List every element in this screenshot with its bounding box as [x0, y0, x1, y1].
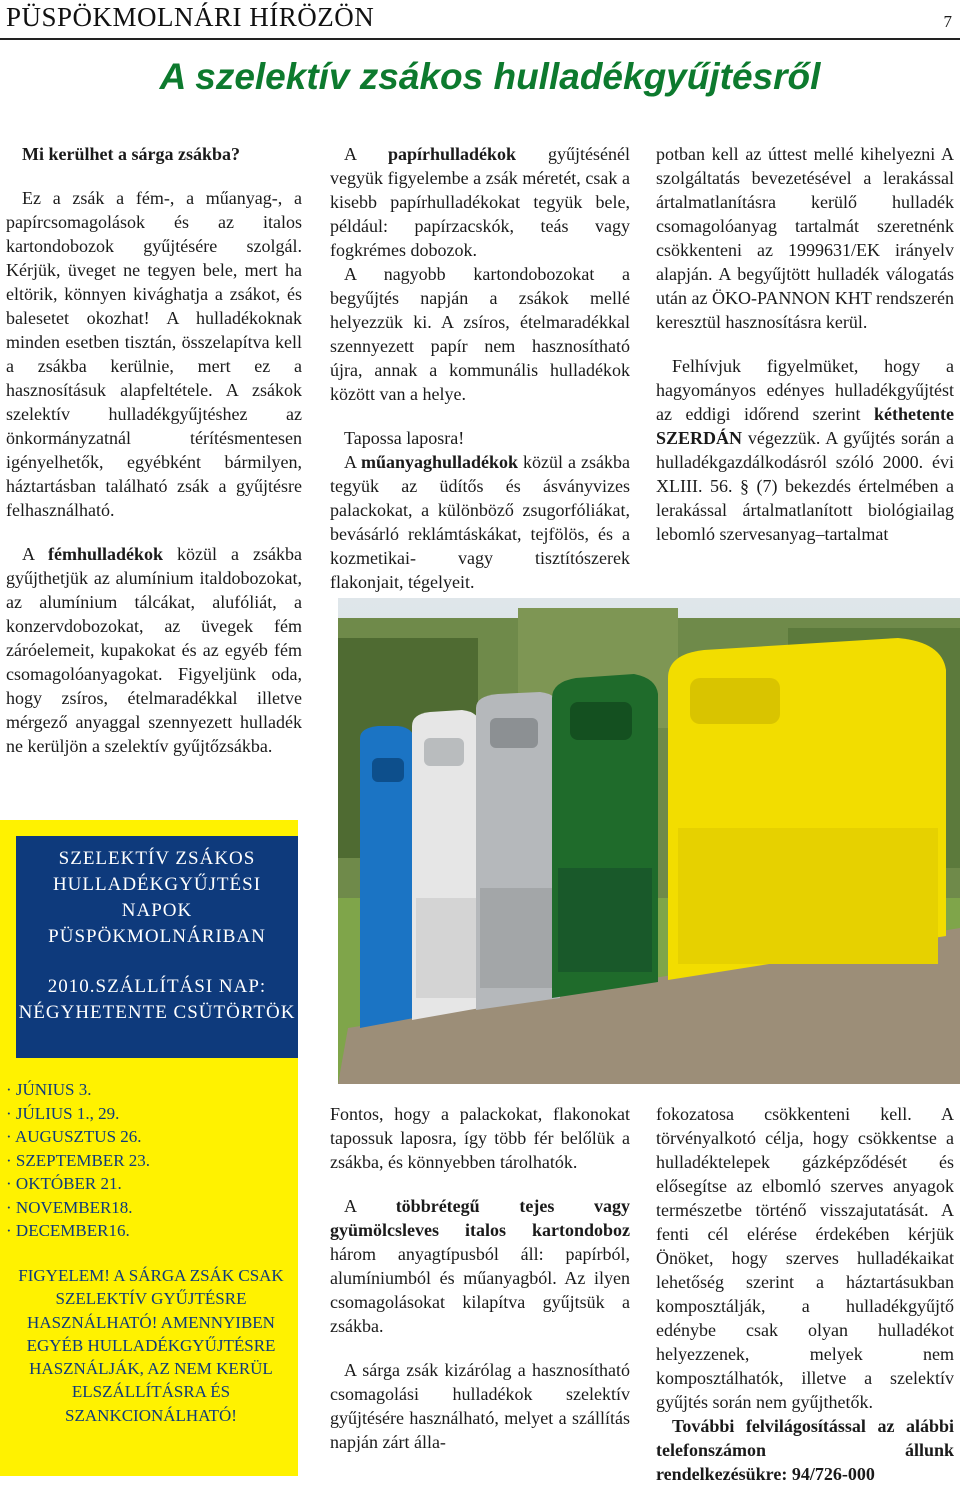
paragraph: potban kell az úttest mellé kihelyezni A szolgáltatás bevezetésével a lerakással ártalmatlanításra kerülő hulladék csomagolóanyag tartalmát szeretnénk csökkenteni az 1999631/EK irányelv alapján. A begyűjtött hulladék válogatás után az ÖKO-PANNON KHT rendszerén keresztül hasznosításra kerül. [656, 144, 954, 332]
date-item: · DECEMBER16. [6, 1221, 130, 1240]
column-2-bottom [330, 1102, 630, 1454]
warning-notice: FIGYELEM! A SÁRGA ZSÁK CSAK SZELEKTÍV GYŰJTÉSRE HASZNÁLHATÓ! AMENNYIBEN EGYÉB HULLADÉKGYŰJTÉSRE HASZNÁLJÁK, AZ NEM KERÜL ELSZÁLLÍTÁSRA ÉS SZANKCIONÁLHATÓ! [18, 1266, 284, 1425]
date-item: · JÚLIUS 1., 29. [6, 1103, 120, 1123]
page-number: 7 [943, 12, 952, 31]
yellow-bin [668, 638, 946, 980]
gray-bin [476, 692, 560, 1010]
schedule-subtitle: 2010.SZÁLLÍTÁSI NAP: NÉGYHETENTE CSÜTÖRTÖK [18, 976, 296, 1023]
date-item: · OKTÓBER 21. [6, 1174, 122, 1193]
white-bin [412, 710, 480, 1020]
paragraph: A fémhulladékok közül a zsákba gyűjthetjük az alumínium italdobozokat, az alumínium tálcákat, alufóliát, a konzervdobozokat, az üvegek fém záróelemeit, kupakokat és az egyéb fém csomagolóanyagokat. Figyeljünk oda, hogy zsíros, ételmaradékkal illetve mérgező anyaggal szennyezett hulladék ne kerüljön a szelektív gyűjtőzsákba. [6, 544, 302, 756]
subheading: Tapossa laposra! [344, 428, 465, 448]
paragraph: A papírhulladékok gyűjtésénél vegyük figyelembe a zsák méretét, csak a kisebb papírhulladékokat tegyük bele, például: papírzacskók, teás vagy fogkrémes dobozok. [330, 144, 630, 260]
contact-line: További felvilágosítással az alábbi telefonszámon állunk rendelkezésükre: 94/726-000 [656, 1416, 954, 1484]
newspaper-title: PÜSPÖKMOLNÁRI HÍRÖZÖN [6, 2, 375, 32]
section-question: Mi kerülhet a sárga zsákba? [22, 144, 240, 164]
column-2-top [330, 142, 630, 594]
date-item: · NOVEMBER18. [6, 1197, 133, 1217]
paragraph: A sárga zsák kizárólag a hasznosítható csomagolási hulladékok szelektív gyűjtésére használható, melyet a szállítás napján zárt álla- [330, 1360, 630, 1452]
paragraph: Fontos, hogy a palackokat, flakonokat tapossuk laposra, így több fér belőlük a zsákba, és könnyebben tárolhatók. [330, 1104, 630, 1172]
column-3-top [656, 142, 954, 546]
schedule-header [16, 836, 298, 1058]
collection-dates [6, 1078, 296, 1243]
date-item: · SZEPTEMBER 23. [6, 1150, 151, 1170]
column-1 [6, 142, 302, 758]
recycling-bins-photo [338, 598, 960, 1084]
blue-bin [360, 726, 414, 1028]
header-rule [0, 38, 960, 40]
paragraph: fokozatosa csökkenteni kell. A törvényalkotó célja, hogy csökkentse a hulladéktelepek gázképződését és elősegítse az elbomló szerves anyagok természetbe történő visszajutatását. A fenti cél elérése érdekében kérjük Önöket, hogy szerves hulladékaikat lehetőség szerint a háztartásukban komposztálják, a hulladékgyűjtő edénybe csak olyan hulladékot helyezzenek, melyek nem komposztálhatók, illetve a szelektív gyűjtés során nem gyűjthetők. [656, 1104, 954, 1412]
green-bin [552, 674, 658, 998]
paragraph: Ez a zsák a fém-, a műanyag-, a papírcsomagolások és az italos kartondobozok gyűjtésére szolgál. Kérjük, üveget ne tegyen bele, mert ha eltörik, könnyen kivághatja a zsákot, és balesetet okozhat! A hulladékoknak minden esetben tisztán, összelapítva kell a zsákba kerülnie, mert ez a hasznosításuk alapfeltétele. A zsákok szelektív hulladékgyűjtéshez az önkormányzatnál térítésmentesen igényelhetők, egyébként bármilyen, háztartásban található zsák a gyűjtésre felhasználható. [6, 188, 302, 520]
paragraph: A műanyaghulladékok közül a zsákba tegyük az üdítős és ásványvizes palackokat, a különböző zsugorfóliákat, bevásárló reklámtáskákat, tejfölös, és a kozmetikai- vagy tisztítószerek flakonjait, tégelyeit. [330, 452, 630, 592]
column-3-bottom [656, 1102, 954, 1486]
article-title: A szelektív zsákos hulladékgyűjtésről [159, 56, 821, 97]
paragraph: A nagyobb kartondobozokat a begyűjtés napján a zsákok mellé helyezzük ki. A zsíros, ételmaradékkal szennyezett papír nem hasznosítható újra, annak a kommunális hulladékok között van a helye. [330, 264, 630, 404]
schedule-title: SZELEKTÍV ZSÁKOS HULLADÉKGYŰJTÉSI NAPOK PÜSPÖKMOLNÁRIBAN [48, 848, 266, 947]
date-item: · JÚNIUS 3. [6, 1080, 92, 1099]
paragraph: Felhívjuk figyelmüket, hogy a hagyományos edényes hulladékgyűjtést az eddigi időrend szerint kéthetente SZERDÁN végezzük. A gyűjtés során a hulladékgazdálkodásról szóló 2000. évi XLIII. 56. § (7) bekezdés értelmében a lerakással ártalmatlanított biológiailag lebomló szervesanyag–tartalmat [656, 356, 954, 544]
paragraph: A többrétegű tejes vagy gyümölcsleves italos kartondoboz három anyagtípusból áll: papírból, alumíniumból és műanyagból. Az ilyen csomagolásokat kilapítva gyűjtsük a zsákba. [330, 1196, 630, 1336]
date-item: · AUGUSZTUS 26. [6, 1127, 142, 1146]
